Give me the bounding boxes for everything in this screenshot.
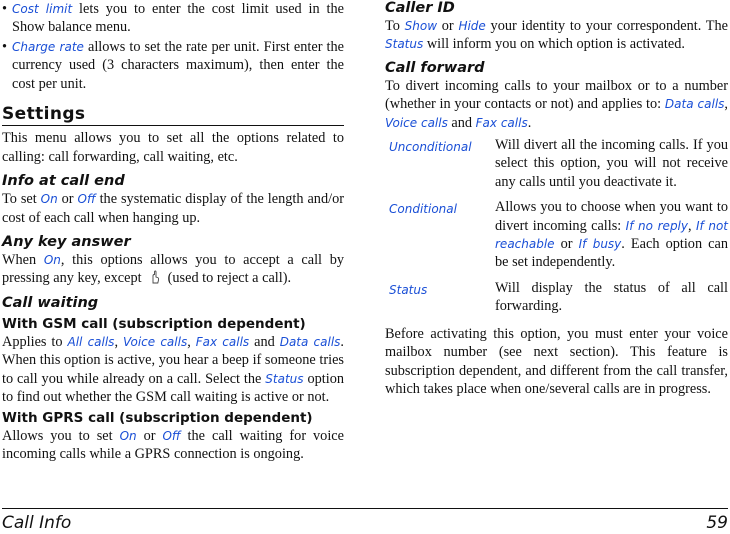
forward-note: Before activating this option, you must enter your voice mailbox number (see next section). This feature is subscription dependent, and different from the call transfer, which takes place when one/several calls are in progress. [385, 325, 728, 397]
left-column [2, 0, 344, 463]
bullet-charge-rate [2, 38, 344, 93]
text: , [114, 333, 123, 350]
option-hide: Hide [458, 19, 486, 33]
option-on: On [119, 428, 137, 443]
heading-any-key-answer: Any key answer [2, 234, 131, 251]
text: (used to reject a call). [167, 270, 292, 287]
text: When [2, 252, 44, 269]
text: the systematic display of the length and/or cost of each call when hanging up. [2, 191, 344, 226]
heading-gprs-call: With GPRS call (subscription dependent) [2, 409, 313, 426]
text: , this options allows you to accept a call by pressing any key, except [2, 252, 344, 287]
heading-info-at-call-end: Info at call end [2, 173, 125, 190]
option-desc: Will divert all the incoming calls. If you select this option, you will not receive any calls until you deactivate it. [495, 137, 728, 190]
text: lets you to enter the cost limit used in the Show balance menu. [12, 1, 344, 36]
text: Applies to [2, 333, 68, 350]
option-off: Off [162, 428, 181, 443]
option-data-calls: Data calls [664, 97, 725, 112]
heading-gsm-call: With GSM call (subscription dependent) [2, 315, 306, 332]
right-column [385, 0, 728, 398]
option-desc: Will display the status of all call forwarding. [495, 279, 728, 315]
page-number: 59 [706, 513, 728, 533]
hang-up-key-icon [148, 270, 162, 284]
table-row [385, 279, 728, 323]
option-all-calls: All calls [67, 334, 115, 349]
text: and [447, 114, 476, 131]
option-unconditional: Unconditional [389, 140, 472, 155]
text: . When this option is active, you hear a beep if someone tries to call you while already on a call. Select the [2, 333, 344, 387]
option-if-busy: If busy [578, 237, 622, 252]
text: allows to set the rate per unit. First enter the currency used (3 characters maximum), then enter the cost per unit. [12, 38, 344, 92]
option-key [385, 136, 495, 198]
settings-intro: This menu allows you to set all the options related to calling: call forwarding, call waiting, etc. [2, 130, 344, 165]
option-on: On [43, 253, 61, 268]
bullet-text [12, 0, 344, 37]
table-row [385, 198, 728, 279]
option-voice-calls: Voice calls [385, 115, 448, 130]
bullet-dot: • [2, 38, 8, 55]
footer-chapter-title: Call Info [2, 513, 72, 533]
option-status: Status [389, 282, 428, 297]
menu-term: Cost limit [12, 2, 73, 16]
text: , [724, 96, 728, 113]
bullet-cost-limit [2, 0, 344, 37]
heading-caller-id: Caller ID [385, 0, 455, 16]
forward-options-table [385, 136, 728, 323]
info-text [2, 190, 344, 227]
option-status: Status [265, 371, 304, 386]
text: option to find out whether the GSM call waiting is active or not. [2, 370, 344, 406]
heading-call-waiting: Call waiting [2, 294, 99, 311]
option-if-not-reachable: If not reachable [495, 218, 729, 252]
text: To set [2, 191, 41, 208]
heading-call-forward: Call forward [385, 59, 485, 76]
option-key [385, 279, 495, 323]
option-off: Off [77, 192, 96, 207]
forward-text [385, 77, 728, 132]
option-key [385, 198, 495, 279]
text: or [57, 191, 78, 208]
bullet-dot: • [2, 1, 8, 17]
option-fax-calls: Fax calls [195, 334, 250, 349]
section-title: Settings [2, 105, 344, 126]
text: or [554, 236, 579, 253]
text: To divert incoming calls to your mailbox or to a number (whether in your contacts or not) and applies to: [385, 77, 728, 113]
text: . Each option can be set independently. [495, 236, 729, 271]
text: , [187, 333, 196, 350]
text: will inform you on which option is activated. [423, 36, 685, 53]
option-voice-calls: Voice calls [122, 334, 188, 349]
text: and [249, 333, 280, 350]
text: or [136, 427, 163, 444]
option-status: Status [385, 37, 424, 52]
option-data-calls: Data calls [279, 334, 341, 349]
page-footer [2, 508, 728, 534]
table-row [385, 136, 728, 198]
text: Allows you to set [2, 427, 120, 444]
option-fax-calls: Fax calls [475, 115, 528, 130]
option-show: Show [404, 19, 438, 33]
text: Allows you to choose when you want to divert incoming calls: [495, 199, 728, 234]
bullet-text [12, 38, 344, 93]
gsm-text [2, 333, 344, 407]
option-if-no-reply: If no reply [625, 218, 688, 233]
gprs-text [2, 427, 344, 464]
text: or [437, 18, 459, 34]
text: To [385, 18, 405, 34]
text: the call waiting for voice incoming calls while a GPRS connection is ongoing. [2, 427, 344, 462]
text: , [688, 217, 696, 234]
text: . [527, 114, 532, 131]
callerid-text [385, 17, 728, 54]
menu-term: Charge rate [12, 39, 84, 54]
option-conditional: Conditional [389, 202, 457, 217]
option-on: On [40, 192, 58, 207]
text: your identity to your correspondent. The [485, 18, 729, 34]
option-desc [495, 198, 728, 279]
anykey-text [2, 251, 344, 288]
